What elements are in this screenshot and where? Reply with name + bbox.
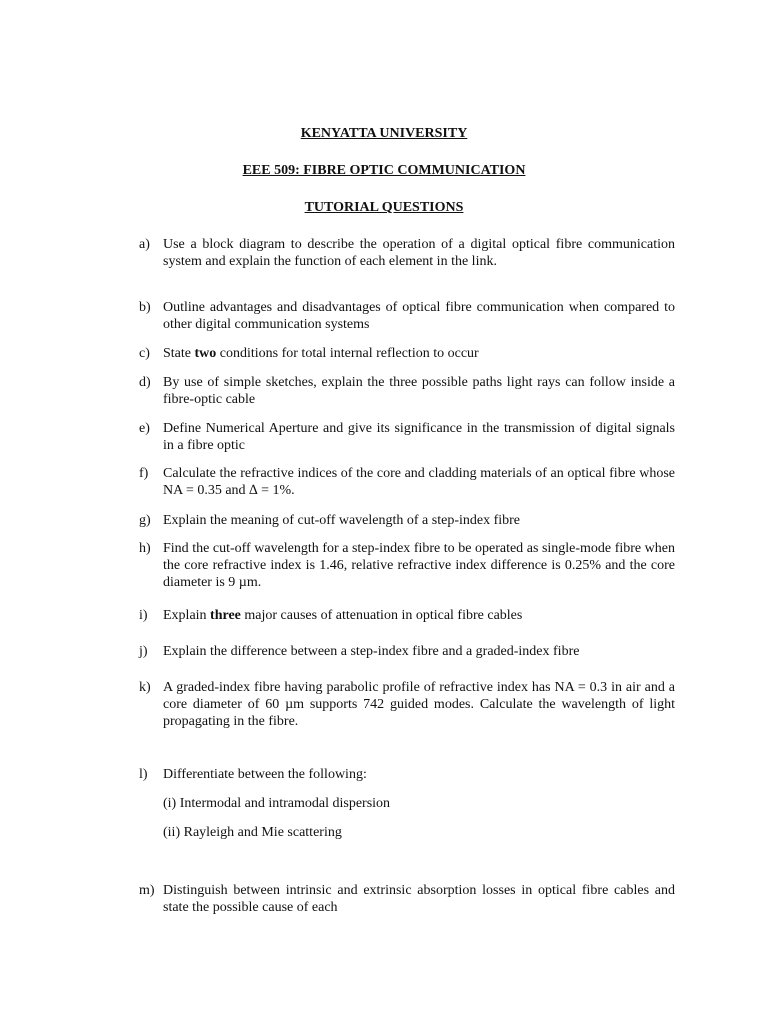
question-label: i) <box>139 608 148 623</box>
question-text-emphasis: two <box>194 346 217 361</box>
question-text: Explain the difference between a step-index fibre and a graded-index fibre <box>163 644 580 659</box>
question-text <box>163 607 675 624</box>
question-j <box>139 643 675 660</box>
university-heading: KENYATTA UNIVERSITY <box>300 126 468 141</box>
question-label: c) <box>139 346 150 361</box>
question-m <box>139 882 675 916</box>
question-text: Explain the meaning of cut-off wavelength of a step-index fibre <box>163 513 521 528</box>
question-label: k) <box>139 680 151 695</box>
question-label: j) <box>139 644 148 659</box>
question-label: g) <box>139 513 151 528</box>
question-d <box>139 374 675 408</box>
question-b <box>139 299 675 333</box>
question-text: Use a block diagram to describe the operation of a digital optical fibre communication system and explain the function of each element in the link. <box>163 237 675 269</box>
question-a <box>139 236 675 270</box>
question-text: Distinguish between intrinsic and extrinsic absorption losses in optical fibre cables and state the possible cause of each <box>163 883 675 915</box>
question-text: A graded-index fibre having parabolic profile of refractive index has NA = 0.3 in air and a core diameter of 60 µm supports 742 guided modes. Calculate the wavelength of light propagating in the fibre. <box>163 680 675 729</box>
course-heading: EEE 509: FIBRE OPTIC COMMUNICATION <box>242 163 526 178</box>
question-h <box>139 540 675 591</box>
sub-item-i: (i) Intermodal and intramodal dispersion <box>163 796 391 811</box>
question-text <box>163 345 675 362</box>
question-label: h) <box>139 541 151 556</box>
question-text: Differentiate between the following: <box>163 767 367 782</box>
question-text-post: conditions for total internal reflection to occur <box>216 346 479 361</box>
question-label: a) <box>139 237 150 252</box>
question-l <box>139 766 675 783</box>
question-f <box>139 465 675 499</box>
question-g <box>139 512 675 529</box>
question-text: By use of simple sketches, explain the three possible paths light rays can follow inside a fibre-optic cable <box>163 375 675 407</box>
question-text: Calculate the refractive indices of the core and cladding materials of an optical fibre whose NA = 0.35 and ∆ = 1%. <box>163 466 675 498</box>
question-text: Outline advantages and disadvantages of optical fibre communication when compared to other digital communication systems <box>163 300 675 332</box>
sub-item-ii: (ii) Rayleigh and Mie scattering <box>163 825 342 840</box>
question-label: b) <box>139 300 151 315</box>
question-label: l) <box>139 767 148 782</box>
question-label: f) <box>139 466 149 481</box>
question-i <box>139 607 675 624</box>
question-text: Find the cut-off wavelength for a step-index fibre to be operated as single-mode fibre when the core refractive index is 1.46, relative refractive index difference is 0.25% and the core diameter is 9 µm. <box>163 541 675 590</box>
question-text-post: major causes of attenuation in optical fibre cables <box>240 608 523 623</box>
question-k <box>139 679 675 730</box>
question-c <box>139 345 675 362</box>
question-text-pre: Explain <box>163 608 211 623</box>
question-label: d) <box>139 375 151 390</box>
question-label: e) <box>139 421 150 436</box>
question-text: Define Numerical Aperture and give its significance in the transmission of digital signals in a fibre optic <box>163 421 675 453</box>
question-text-emphasis: three <box>210 608 241 623</box>
question-e <box>139 420 675 454</box>
question-label: m) <box>139 883 155 898</box>
question-text-pre: State <box>163 346 195 361</box>
tutorial-heading: TUTORIAL QUESTIONS <box>304 200 464 215</box>
